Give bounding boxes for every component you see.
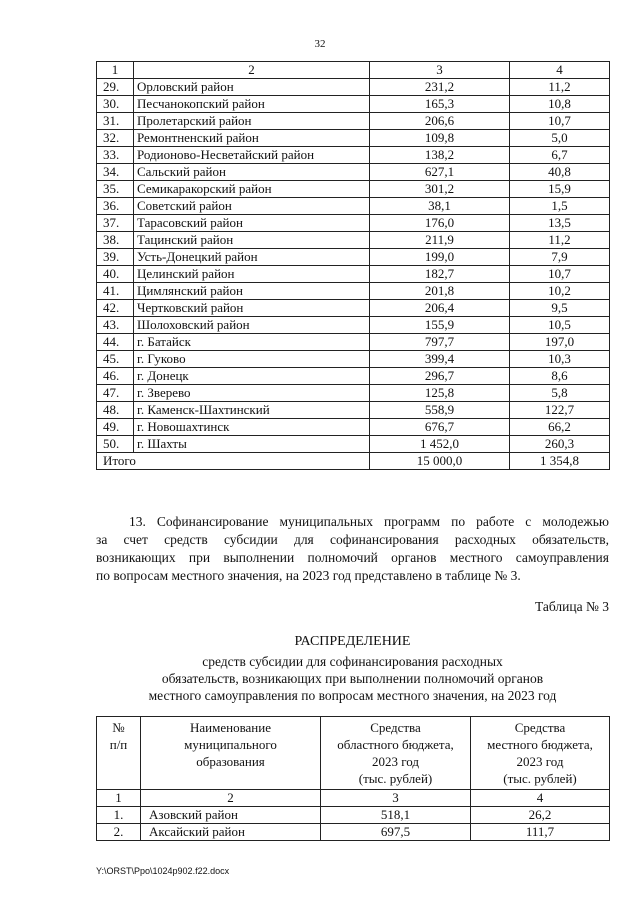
municipality-name: г. Шахты xyxy=(134,436,370,453)
municipality-name: г. Гуково xyxy=(134,351,370,368)
table-row xyxy=(97,130,610,147)
row-number: 37. xyxy=(97,215,134,232)
column-number-cell: 1 xyxy=(97,790,141,807)
column-number-cell: 3 xyxy=(370,62,510,79)
municipality-name: Шолоховский район xyxy=(134,317,370,334)
allocation-table-body xyxy=(97,62,610,470)
table-row xyxy=(97,79,610,96)
local-budget-value: 7,9 xyxy=(510,249,610,266)
table-row xyxy=(97,436,610,453)
municipality-name: Родионово-Несветайский район xyxy=(134,147,370,164)
local-budget-value: 10,7 xyxy=(510,266,610,283)
row-number: 41. xyxy=(97,283,134,300)
local-budget-value: 8,6 xyxy=(510,368,610,385)
row-number: 43. xyxy=(97,317,134,334)
column-number-row xyxy=(97,62,610,79)
page-number: 32 xyxy=(314,38,326,50)
row-number: 45. xyxy=(97,351,134,368)
table-row xyxy=(97,283,610,300)
distribution-subtitle-line: обязательств, возникающих при выполнении полномочий органов xyxy=(161,671,544,686)
local-budget-value: 6,7 xyxy=(510,147,610,164)
municipality-name: Песчанокопский район xyxy=(134,96,370,113)
municipality-name: г. Каменск-Шахтинский xyxy=(134,402,370,419)
column-number-cell: 1 xyxy=(97,62,134,79)
header-number-cell: № п/п xyxy=(97,717,141,790)
table-row xyxy=(97,96,610,113)
municipality-name: Целинский район xyxy=(134,266,370,283)
municipality-name: Цимлянский район xyxy=(134,283,370,300)
row-number: 48. xyxy=(97,402,134,419)
regional-budget-value: 182,7 xyxy=(370,266,510,283)
row-number: 49. xyxy=(97,419,134,436)
regional-budget-value: 399,4 xyxy=(370,351,510,368)
regional-budget-value: 206,4 xyxy=(370,300,510,317)
local-budget-value: 10,5 xyxy=(510,317,610,334)
row-number: 1. xyxy=(97,807,141,824)
regional-budget-value: 231,2 xyxy=(370,79,510,96)
table-row xyxy=(97,368,610,385)
municipality-name: Усть-Донецкий район xyxy=(134,249,370,266)
regional-budget-value: 1 452,0 xyxy=(370,436,510,453)
municipality-name: г. Батайск xyxy=(134,334,370,351)
table-row xyxy=(97,232,610,249)
regional-budget-value: 627,1 xyxy=(370,164,510,181)
row-number: 29. xyxy=(97,79,134,96)
regional-budget-value: 155,9 xyxy=(370,317,510,334)
municipality-name: Советский район xyxy=(134,198,370,215)
regional-budget-value: 296,7 xyxy=(370,368,510,385)
paragraph-line: по вопросам местного значения, на 2023 год представлено в таблице № 3. xyxy=(96,568,521,583)
table-row xyxy=(97,181,610,198)
column-number-cell: 2 xyxy=(141,790,321,807)
table-row xyxy=(97,300,610,317)
local-budget-value: 10,7 xyxy=(510,113,610,130)
row-number: 50. xyxy=(97,436,134,453)
table-row xyxy=(97,385,610,402)
municipality-name: Сальский район xyxy=(134,164,370,181)
header-local-budget-cell: Средства местного бюджета, 2023 год (тыс. рублей) xyxy=(471,717,610,790)
header-row xyxy=(97,717,610,790)
distribution-table xyxy=(96,716,610,841)
regional-budget-value: 201,8 xyxy=(370,283,510,300)
local-budget-value: 5,0 xyxy=(510,130,610,147)
regional-budget-value: 697,5 xyxy=(321,824,471,841)
regional-budget-value: 165,3 xyxy=(370,96,510,113)
local-budget-value: 122,7 xyxy=(510,402,610,419)
local-budget-value: 10,2 xyxy=(510,283,610,300)
municipality-name: Тарасовский район xyxy=(134,215,370,232)
table-row xyxy=(97,351,610,368)
distribution-subtitle xyxy=(96,653,609,704)
municipality-name: Чертковский район xyxy=(134,300,370,317)
municipality-name: г. Зверево xyxy=(134,385,370,402)
paragraph-line: возникающих при выполнении полномочий органов местного самоуправления xyxy=(96,550,609,565)
regional-budget-value: 676,7 xyxy=(370,419,510,436)
total-regional-budget: 15 000,0 xyxy=(370,453,510,470)
local-budget-value: 9,5 xyxy=(510,300,610,317)
local-budget-value: 40,8 xyxy=(510,164,610,181)
regional-budget-value: 176,0 xyxy=(370,215,510,232)
row-number: 42. xyxy=(97,300,134,317)
local-budget-value: 10,8 xyxy=(510,96,610,113)
table-row xyxy=(97,147,610,164)
table-row xyxy=(97,198,610,215)
row-number: 47. xyxy=(97,385,134,402)
local-budget-value: 5,8 xyxy=(510,385,610,402)
regional-budget-value: 518,1 xyxy=(321,807,471,824)
table-row xyxy=(97,419,610,436)
paragraph-line: 13. Софинансирование муниципальных программ по работе с молодежью xyxy=(129,514,609,529)
distribution-subtitle-line: местного самоуправления по вопросам местного значения, на 2023 год xyxy=(148,688,557,703)
file-path-footer: Y:\ORST\Ppo\1024p902.f22.docx xyxy=(96,866,230,876)
municipality-name: Аксайский район xyxy=(141,824,321,841)
table-row xyxy=(97,215,610,232)
regional-budget-value: 211,9 xyxy=(370,232,510,249)
local-budget-value: 111,7 xyxy=(471,824,610,841)
regional-budget-value: 797,7 xyxy=(370,334,510,351)
table-row xyxy=(97,317,610,334)
row-number: 30. xyxy=(97,96,134,113)
municipality-name: Тацинский район xyxy=(134,232,370,249)
regional-budget-value: 199,0 xyxy=(370,249,510,266)
regional-budget-value: 206,6 xyxy=(370,113,510,130)
municipality-name: Орловский район xyxy=(134,79,370,96)
municipality-name: Семикаракорский район xyxy=(134,181,370,198)
table-row xyxy=(97,113,610,130)
row-number: 35. xyxy=(97,181,134,198)
row-number: 32. xyxy=(97,130,134,147)
regional-budget-value: 138,2 xyxy=(370,147,510,164)
regional-budget-value: 109,8 xyxy=(370,130,510,147)
row-number: 40. xyxy=(97,266,134,283)
table-row xyxy=(97,164,610,181)
regional-budget-value: 38,1 xyxy=(370,198,510,215)
local-budget-value: 15,9 xyxy=(510,181,610,198)
column-number-cell: 2 xyxy=(134,62,370,79)
paragraph-13 xyxy=(96,513,609,585)
table-row xyxy=(97,249,610,266)
header-name-cell: Наименование муниципального образования xyxy=(141,717,321,790)
total-row xyxy=(97,453,610,470)
total-label: Итого xyxy=(97,453,370,470)
column-number-row xyxy=(97,790,610,807)
paragraph-line: за счет средств субсидии для софинансирования расходных обязательств, xyxy=(96,532,609,547)
local-budget-value: 66,2 xyxy=(510,419,610,436)
table-row xyxy=(97,402,610,419)
local-budget-value: 11,2 xyxy=(510,79,610,96)
municipality-name: Пролетарский район xyxy=(134,113,370,130)
table-row xyxy=(97,266,610,283)
row-number: 46. xyxy=(97,368,134,385)
table-row xyxy=(97,824,610,841)
table-row xyxy=(97,334,610,351)
row-number: 31. xyxy=(97,113,134,130)
header-regional-budget-cell: Средства областного бюджета, 2023 год (тыс. рублей) xyxy=(321,717,471,790)
distribution-title: РАСПРЕДЕЛЕНИЕ xyxy=(294,634,411,649)
row-number: 39. xyxy=(97,249,134,266)
row-number: 33. xyxy=(97,147,134,164)
column-number-cell: 4 xyxy=(471,790,610,807)
allocation-table-continued xyxy=(96,61,610,470)
column-number-cell: 3 xyxy=(321,790,471,807)
row-number: 2. xyxy=(97,824,141,841)
local-budget-value: 13,5 xyxy=(510,215,610,232)
row-number: 36. xyxy=(97,198,134,215)
local-budget-value: 10,3 xyxy=(510,351,610,368)
distribution-subtitle-line: средств субсидии для софинансирования расходных xyxy=(202,654,503,669)
local-budget-value: 260,3 xyxy=(510,436,610,453)
table-caption: Таблица № 3 xyxy=(535,599,609,614)
row-number: 34. xyxy=(97,164,134,181)
municipality-name: г. Новошахтинск xyxy=(134,419,370,436)
local-budget-value: 26,2 xyxy=(471,807,610,824)
municipality-name: г. Донецк xyxy=(134,368,370,385)
regional-budget-value: 125,8 xyxy=(370,385,510,402)
column-number-cell: 4 xyxy=(510,62,610,79)
table-row xyxy=(97,807,610,824)
local-budget-value: 1,5 xyxy=(510,198,610,215)
regional-budget-value: 558,9 xyxy=(370,402,510,419)
regional-budget-value: 301,2 xyxy=(370,181,510,198)
local-budget-value: 197,0 xyxy=(510,334,610,351)
row-number: 38. xyxy=(97,232,134,249)
total-local-budget: 1 354,8 xyxy=(510,453,610,470)
municipality-name: Ремонтненский район xyxy=(134,130,370,147)
local-budget-value: 11,2 xyxy=(510,232,610,249)
row-number: 44. xyxy=(97,334,134,351)
municipality-name: Азовский район xyxy=(141,807,321,824)
